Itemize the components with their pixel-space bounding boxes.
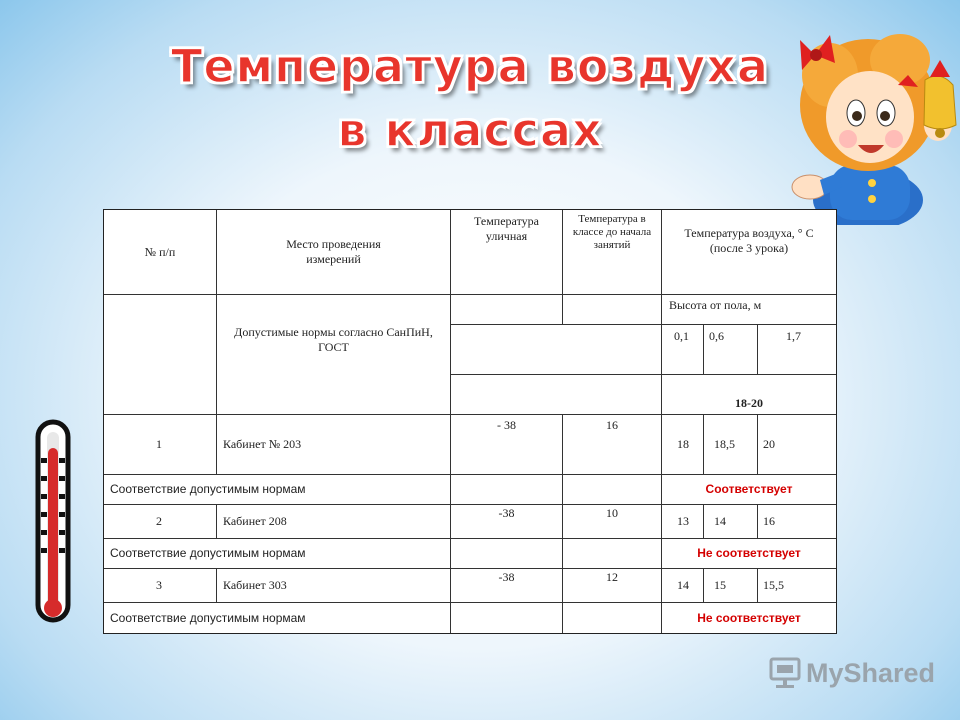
row-3-compliance-label: Соответствие допустимым нормам [104, 602, 450, 633]
thermometer-icon [28, 418, 80, 630]
height-1-7: 1,7 [757, 324, 836, 374]
height-label: Высота от пола, м [661, 294, 836, 324]
row-1-street: - 38 [450, 414, 562, 474]
header-after-temp: Температура воздуха, ° С (после 3 урока) [661, 210, 836, 294]
temperature-table [103, 209, 837, 634]
row-3-num: 3 [104, 568, 216, 602]
row-2-compliance-label: Соответствие допустимым нормам [104, 538, 450, 568]
row-2-num: 2 [104, 504, 216, 538]
row-1-h2: 18,5 [703, 414, 757, 474]
norm-range: 18-20 [661, 374, 836, 414]
row-1-place: Кабинет № 203 [216, 414, 450, 474]
row-3-status: Не соответствует [661, 602, 836, 633]
header-street-temp: Температура уличная [450, 210, 562, 294]
header-place: Место проведения измерений [216, 210, 450, 294]
norm-num-cell [104, 294, 216, 414]
myshared-watermark [768, 656, 935, 690]
row-3-street: -38 [450, 568, 562, 602]
row-1-h1: 18 [661, 414, 703, 474]
header-num: № п/п [144, 244, 176, 259]
row-2-before: 10 [562, 504, 661, 538]
row-1-num: 1 [104, 414, 216, 474]
slide-title-line-2: в классах [337, 103, 603, 157]
row-1-compliance-label: Соответствие допустимым нормам [104, 474, 450, 504]
row-2-status: Не соответствует [661, 538, 836, 568]
row-2-street: -38 [450, 504, 562, 538]
empty-cell [450, 294, 562, 324]
row-1-status: Соответствует [661, 474, 836, 504]
row-3-h1: 14 [661, 568, 703, 602]
row-3-place: Кабинет 303 [216, 568, 450, 602]
empty-cell [450, 324, 661, 374]
presentation-board-icon [768, 656, 802, 690]
watermark-text: MyShared [806, 657, 936, 688]
empty-cell [562, 602, 661, 633]
empty-cell [562, 538, 661, 568]
slide-title-line-1: Температура воздуха [170, 39, 770, 93]
height-0-6: 0,6 [703, 324, 757, 374]
norm-label: Допустимые нормы согласно СанПиН, ГОСТ [216, 294, 450, 414]
row-2-place: Кабинет 208 [216, 504, 450, 538]
row-2-h2: 14 [703, 504, 757, 538]
empty-cell [450, 538, 562, 568]
row-1-before: 16 [562, 414, 661, 474]
header-before-temp: Температура в классе до начала занятий [562, 210, 661, 294]
row-1-h3: 20 [757, 414, 836, 474]
girl-with-bell-illustration [790, 15, 960, 225]
row-3-before: 12 [562, 568, 661, 602]
row-2-h3: 16 [757, 504, 836, 538]
row-3-h3: 15,5 [757, 568, 836, 602]
empty-cell [562, 294, 661, 324]
empty-cell [450, 374, 661, 414]
height-0-1: 0,1 [661, 324, 703, 374]
empty-cell [450, 474, 562, 504]
empty-cell [450, 602, 562, 633]
row-3-h2: 15 [703, 568, 757, 602]
row-2-h1: 13 [661, 504, 703, 538]
empty-cell [562, 474, 661, 504]
